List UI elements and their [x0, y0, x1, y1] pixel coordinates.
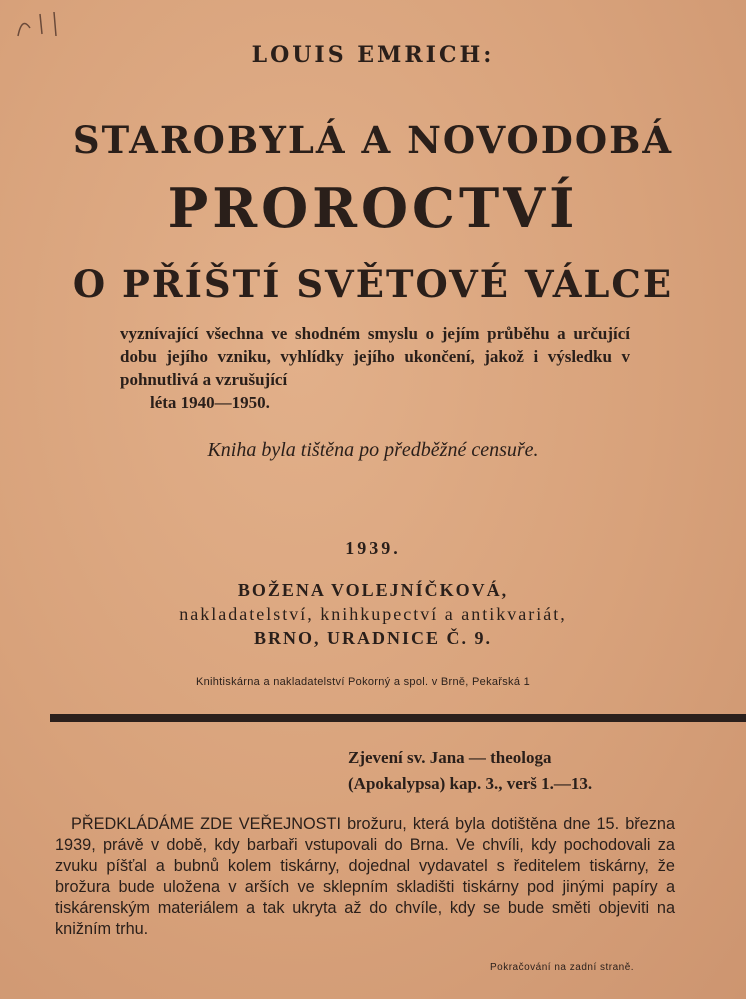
continuation-note: Pokračování na zadní straně.: [490, 962, 635, 973]
subtitle: [120, 322, 630, 414]
introduction-paragraph: [55, 814, 675, 940]
publisher-address: BRNO, URADNICE Č. 9.: [253, 628, 492, 648]
publisher-description: nakladatelství, knihkupectví a antikvariát,: [179, 604, 567, 624]
scripture-reference-line-1: Zjevení sv. Jana — theologa: [348, 748, 552, 767]
censorship-note: Kniha byla tištěna po předběžné censuře.: [207, 439, 539, 461]
pen-mark-scribble: [10, 6, 70, 46]
printer-imprint: Knihtiskárna a nakladatelství Pokorný a spol. v Brně, Pekařská 1: [195, 676, 531, 688]
title-line-1: STAROBYLÁ A NOVODOBÁ: [72, 118, 674, 162]
scripture-reference-line-2: (Apokalypsa) kap. 3., verš 1.—13.: [348, 774, 593, 793]
introduction-text: PŘEDKLÁDÁME ZDE VEŘEJNOSTI brožuru, která byla dotištěna dne 15. března 1939, právě v době, kdy barbaři vstupovali do Brna. Ve chvíli, kdy pochodovali za zvuku píšťal a bubnů kolem tiskárny, dojednal vydavatel s ředitelem tiskárny, že brožura bude uložena v arších ve sklepním skladišti tiskárny pod jinými papíry a tiskárenským materiálem a tak ukryta až do chvíle, kdy se bude směti objeviti na knižním trhu.: [55, 815, 675, 938]
publisher-name: BOŽENA VOLEJNÍČKOVÁ,: [237, 580, 509, 600]
title-line-2: PROROCTVÍ: [167, 176, 579, 240]
title-line-3: O PŘÍŠTÍ SVĚTOVÉ VÁLCE: [72, 262, 674, 306]
subtitle-last-line: léta 1940—1950.: [150, 393, 270, 412]
divider-rule: [50, 714, 746, 722]
publication-year: 1939.: [345, 538, 401, 558]
author-name: LOUIS EMRICH:: [251, 42, 495, 68]
subtitle-text: vyznívající všechna ve shodném smyslu o jejím průběhu a určující dobu jejího vzniku, vyhlídky jejího ukončení, jakož i výsledku v pohnutlivá a vzrušující: [120, 324, 630, 389]
